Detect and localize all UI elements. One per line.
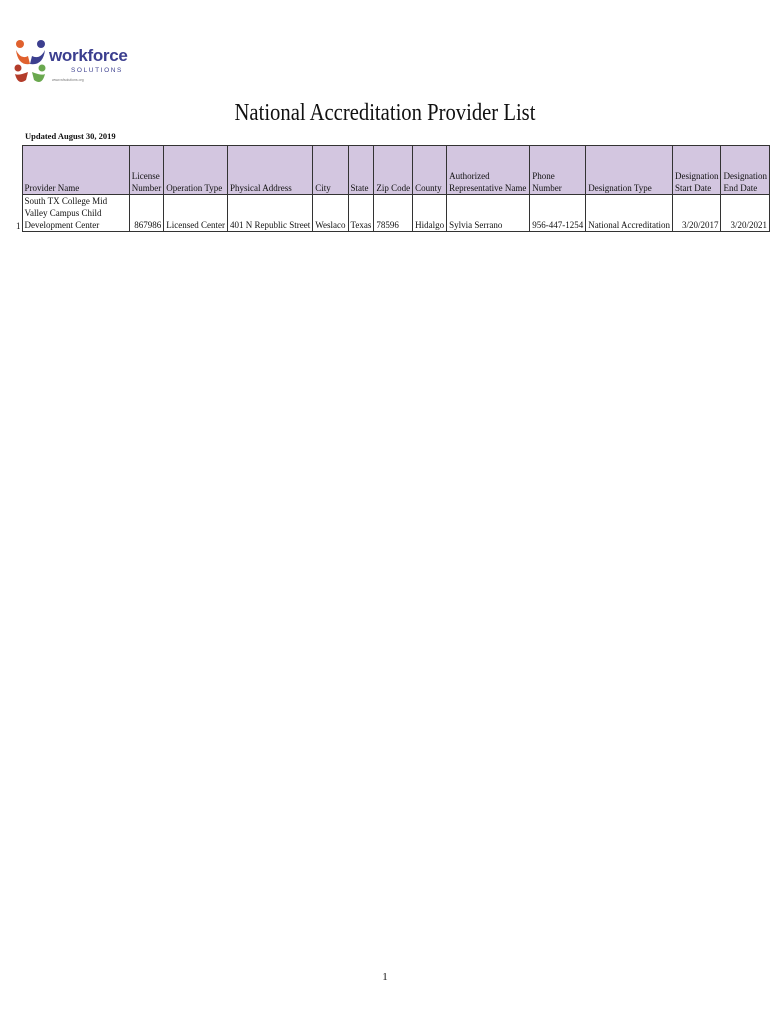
header-designation-end-date: Designation End Date [721, 146, 770, 195]
logo-subtitle: SOLUTIONS [71, 67, 123, 74]
cell-physical-address: 401 N Republic Street [228, 195, 313, 232]
header-phone-number: Phone Number [530, 146, 586, 195]
table-header-row [14, 146, 770, 195]
cell-zip-code: 78596 [374, 195, 413, 232]
cell-designation-type: National Accreditation [586, 195, 673, 232]
workforce-solutions-logo [12, 36, 128, 94]
cell-state: Texas [348, 195, 374, 232]
header-county: County [413, 146, 447, 195]
cell-city: Weslaco [313, 195, 348, 232]
header-license-number: License Number [129, 146, 164, 195]
header-city: City [313, 146, 348, 195]
logo-tagline: www.wfsolutions.org [52, 78, 84, 82]
cell-designation-start-date: 3/20/2017 [672, 195, 721, 232]
row-number: 1 [14, 195, 22, 232]
header-state: State [348, 146, 374, 195]
cell-provider-name: South TX College Mid Valley Campus Child Development Center [22, 195, 129, 232]
header-physical-address: Physical Address [228, 146, 313, 195]
provider-table [14, 145, 770, 232]
cell-phone-number: 956-447-1254 [530, 195, 586, 232]
cell-operation-type: Licensed Center [164, 195, 228, 232]
header-authorized-representative: Authorized Representative Name [447, 146, 530, 195]
updated-date: Updated August 30, 2019 [25, 131, 116, 141]
header-designation-start-date: Designation Start Date [672, 146, 721, 195]
cell-license-number: 867986 [129, 195, 164, 232]
header-zip-code: Zip Code [374, 146, 413, 195]
header-operation-type: Operation Type [164, 146, 228, 195]
page-number: 1 [382, 971, 388, 983]
cell-designation-end-date: 3/20/2021 [721, 195, 770, 232]
page-title: National Accreditation Provider List [234, 100, 536, 126]
cell-county: Hidalgo [413, 195, 447, 232]
header-provider-name: Provider Name [22, 146, 129, 195]
logo-wordmark: workforce [49, 46, 128, 65]
cell-authorized-representative: Sylvia Serrano [447, 195, 530, 232]
logo-emblem-icon [12, 36, 48, 92]
header-designation-type: Designation Type [586, 146, 673, 195]
header-rownum-cell [14, 146, 22, 195]
table-row [14, 195, 770, 232]
